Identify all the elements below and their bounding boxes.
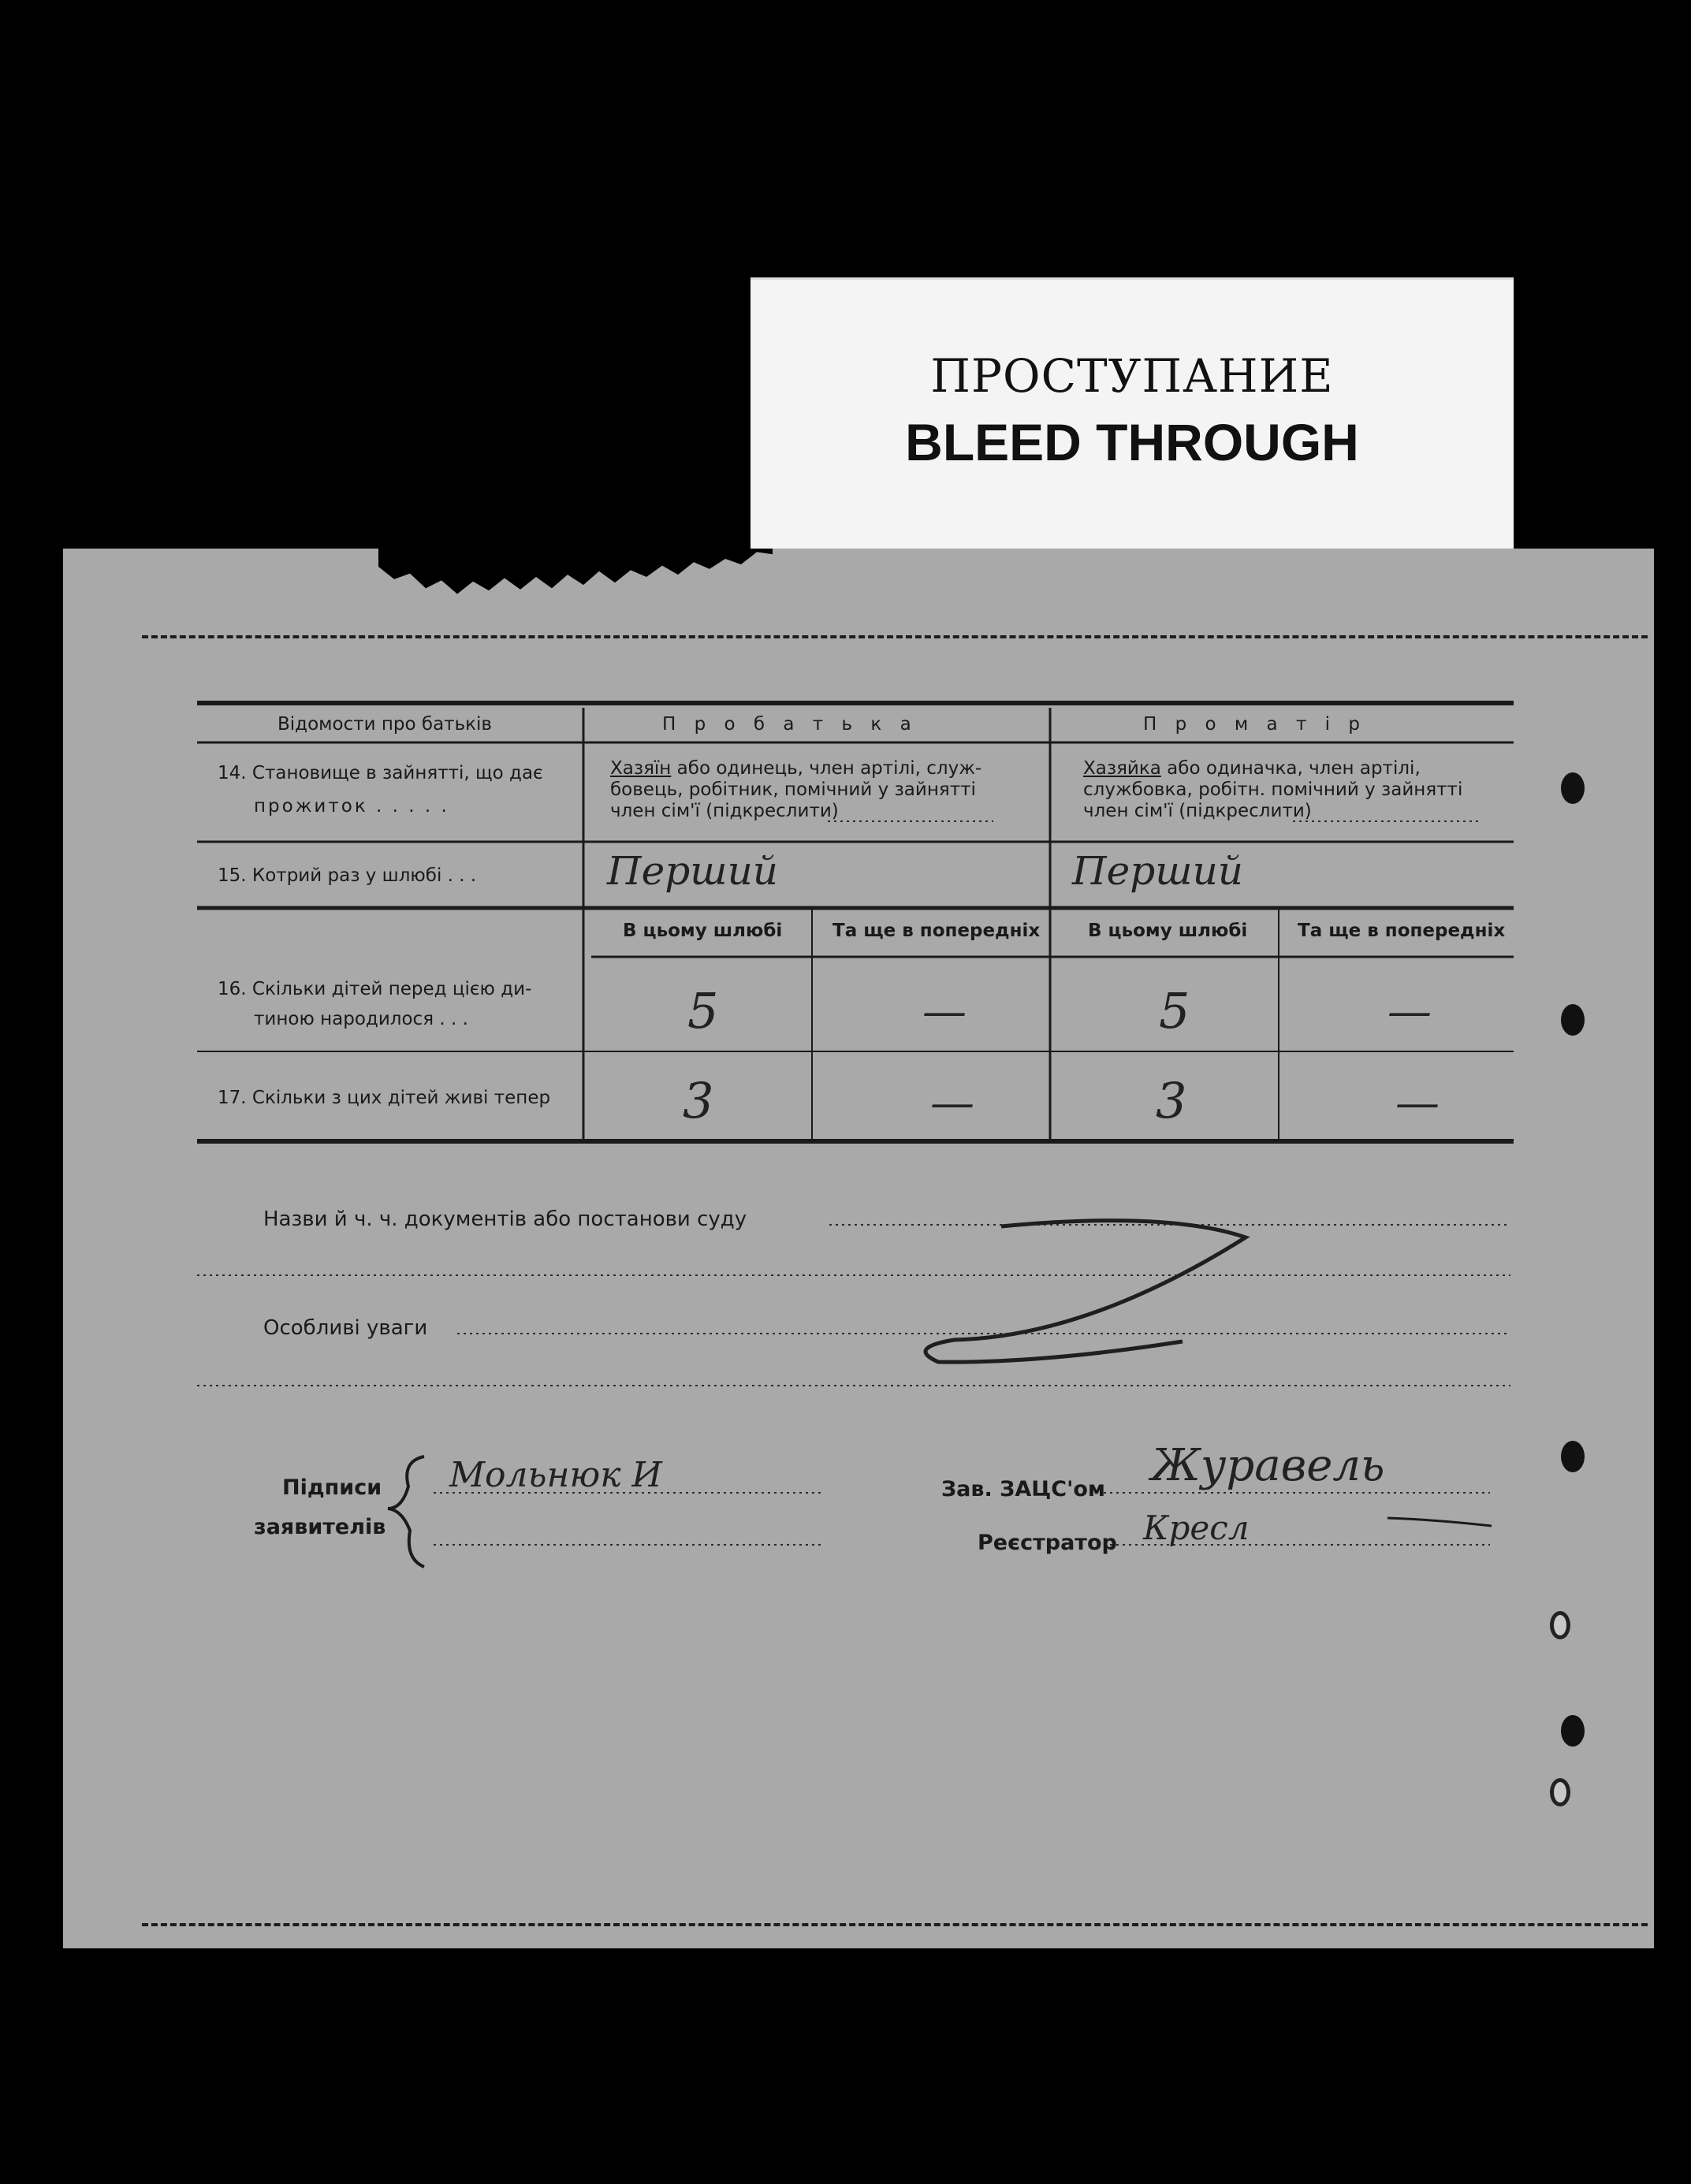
binding-ring (1550, 1611, 1570, 1639)
subhead-mother-this: В цьому шлюбі (1088, 921, 1248, 941)
mother-option-rest: або одиначка, член артілі, (1160, 758, 1421, 779)
mother-header: П р о м а т і р (1143, 714, 1366, 735)
row15-mother-value: Перший (1072, 848, 1243, 894)
archive-tag (751, 277, 1514, 555)
binding-hole (1561, 1715, 1585, 1747)
registrar-label: Реєстратор (978, 1531, 1117, 1555)
row14-label-line2: прожиток . . . . . (254, 796, 449, 817)
binding-ring (1550, 1778, 1570, 1806)
father-option-line3: член сім'ї (підкреслити) (610, 801, 839, 821)
row16-father-previous: — (922, 986, 967, 1037)
remarks-label: Особливі уваги (263, 1316, 428, 1340)
row15-label: 15. Котрий раз у шлюбі . . . (218, 865, 477, 886)
registrar-signature: Кресл (1143, 1509, 1250, 1547)
row16-mother-this: 5 (1159, 982, 1190, 1040)
head-label: Зав. ЗАЦС'ом (941, 1477, 1105, 1501)
archive-tag-line2: BLEED THROUGH (905, 413, 1359, 471)
applicants-label-line2: заявителів (254, 1515, 386, 1539)
father-option-rest: або одинець, член артілі, служ- (671, 758, 982, 779)
head-signature: Журавель (1151, 1440, 1385, 1491)
row17-mother-previous: — (1395, 1077, 1440, 1129)
document-sheet (63, 549, 1654, 1948)
row16-father-this: 5 (687, 982, 719, 1040)
father-option-underlined: Хазяїн (610, 758, 672, 779)
binding-hole (1561, 1441, 1585, 1472)
applicants-label-line1: Підписи (282, 1475, 382, 1500)
row17-mother-this: 3 (1156, 1072, 1187, 1129)
father-option-line2: бовець, робітник, помічний у зайнятті (610, 779, 976, 800)
row17-father-this: 3 (683, 1072, 714, 1129)
mother-option-line2: службовка, робітн. помічний у зайнятті (1083, 779, 1463, 800)
applicant-signature: Мольнюк И (449, 1455, 662, 1495)
row14-father-options (610, 758, 1036, 822)
binding-hole (1561, 772, 1585, 804)
mother-option-underlined: Хазяйка (1083, 758, 1161, 779)
subhead-father-previous: Та ще в попередніх (832, 921, 1041, 941)
subhead-father-this: В цьому шлюбі (623, 921, 783, 941)
col-label-header: Відомости про батьків (277, 714, 492, 735)
row17-father-previous: — (930, 1077, 974, 1129)
row14-mother-options (1083, 758, 1509, 822)
subhead-mother-previous: Та ще в попередніх (1298, 921, 1506, 941)
father-header: П р о б а т ь к а (662, 714, 918, 735)
row16-label-line1: 16. Скільки дітей перед цією ди- (218, 979, 532, 999)
mother-option-line3: член сім'ї (підкреслити) (1083, 801, 1312, 821)
binding-hole (1561, 1004, 1585, 1036)
documents-label: Назви й ч. ч. документів або постанови суду (263, 1207, 747, 1231)
row15-father-value: Перший (607, 848, 778, 894)
row16-mother-previous: — (1387, 986, 1432, 1037)
row14-label-line1: 14. Становище в зайнятті, що дає (218, 763, 543, 783)
row16-label-line2: тиною народилося . . . (254, 1009, 468, 1029)
row17-label: 17. Скільки з цих дітей живі тепер (218, 1088, 551, 1108)
archive-tag-line1: ПРОСТУПАНИЕ (930, 349, 1334, 403)
